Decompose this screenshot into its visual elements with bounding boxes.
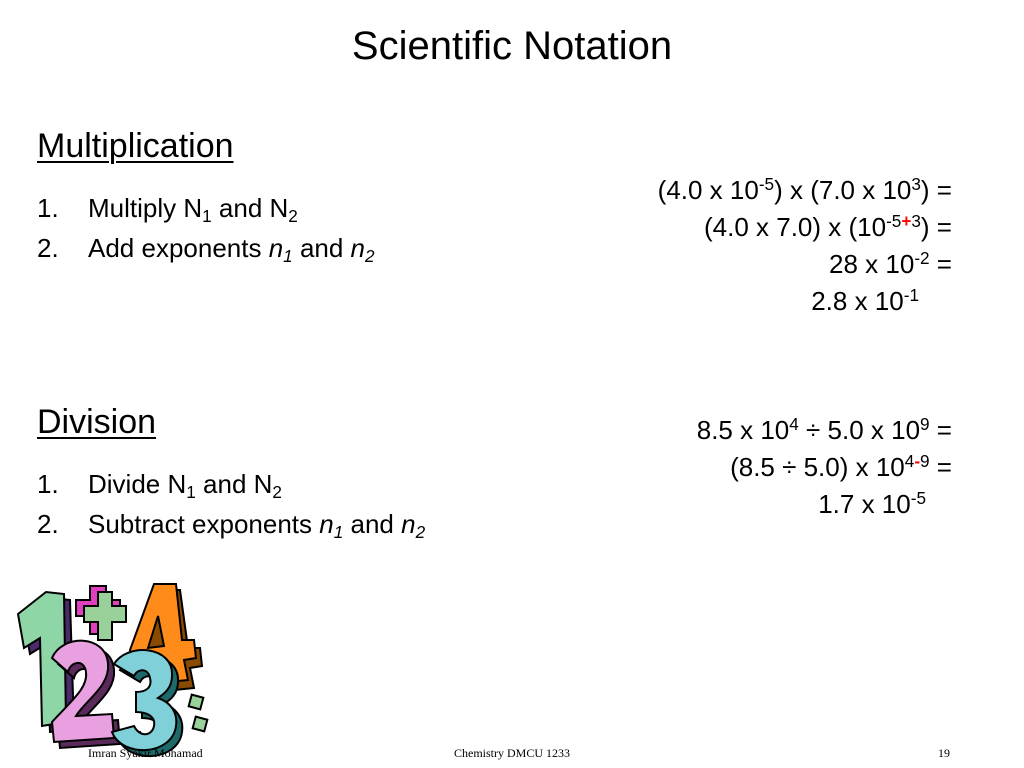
dots-glyph-icon [189, 695, 208, 732]
division-heading: Division [37, 403, 157, 441]
plus-operator: + [901, 210, 912, 231]
equation-line: 8.5 x $10^4 \div 5.0$ x $10^9$ = [696, 413, 952, 445]
list-item [37, 228, 375, 268]
step-number: 1. [37, 469, 59, 499]
step-number: 1. [37, 193, 59, 223]
step-text: Subtract exponents $n_1$ and $n_2$ [88, 509, 426, 543]
footer-author: Imran Syakir Mohamad [88, 746, 203, 760]
multiplication-heading: Multiplication [37, 127, 234, 165]
multiplication-worked-example [658, 172, 952, 320]
equation-line: 1.7 x $10^{-5}$ [818, 487, 926, 519]
list-item [37, 188, 375, 228]
step-text: Multiply $N_1$ and $N_2$ [88, 193, 298, 227]
division-worked-example [697, 412, 952, 523]
division-steps [37, 464, 425, 544]
step-text: Divide $N_1$ and $N_2$ [88, 469, 282, 503]
equation-line: 2.8 x $10^{-1}$ [811, 284, 919, 316]
slide-number: 19 [938, 746, 950, 760]
equation-line: (8.5 ÷ 5.0) x $10^{4-9}$ = [730, 450, 952, 482]
footer-course: Chemistry DMCU 1233 [453, 746, 570, 760]
step-number: 2. [37, 233, 59, 263]
slide-title: Scientific Notation [351, 24, 673, 68]
list-item [37, 504, 425, 544]
equation-line: (4.0 x $10^{-5}$) x (7.0 x $10^3$) = [657, 173, 952, 205]
minus-operator: - [914, 450, 921, 471]
step-text: Add exponents $n_1$ and $n_2$ [88, 233, 375, 267]
list-item [37, 464, 425, 504]
multiplication-steps [37, 188, 375, 268]
equation-line: 28 x $10^{-2}$ = [829, 247, 952, 279]
numbers-clipart-icon [8, 578, 218, 763]
equation-line: (4.0 x 7.0) x $(10^{-5+3})$ = [704, 210, 952, 242]
plus-glyph-icon [76, 586, 126, 640]
three-glyph-icon [112, 650, 182, 756]
step-number: 2. [37, 509, 59, 539]
